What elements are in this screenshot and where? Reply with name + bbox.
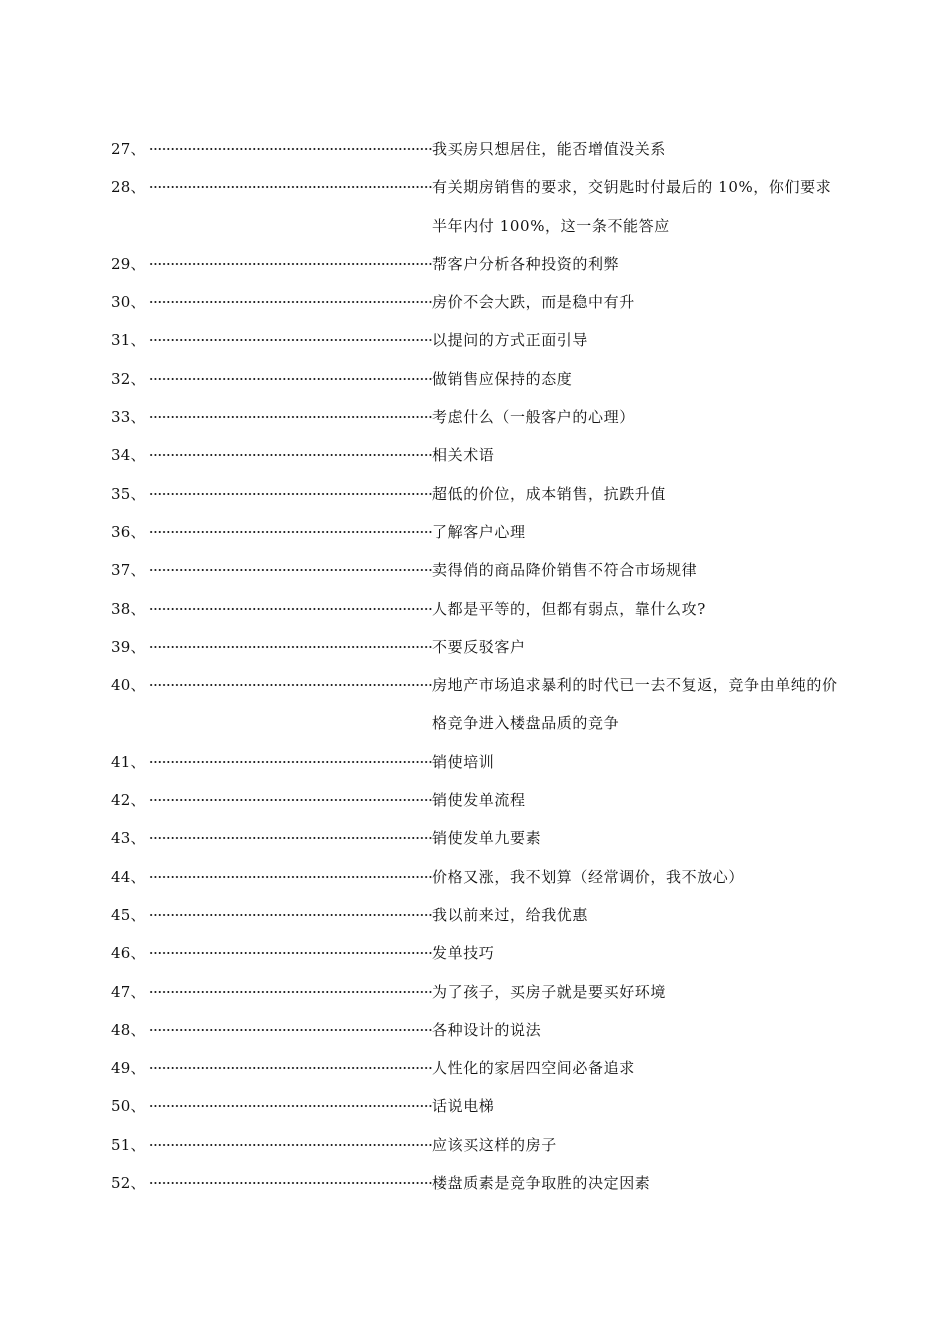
toc-entry-title: 以提问的方式正面引导	[432, 331, 589, 350]
toc-entry	[111, 245, 841, 283]
toc-entry-title: 相关术语	[432, 446, 495, 465]
dot-leader	[148, 1049, 432, 1087]
dot-leader	[148, 1087, 432, 1125]
toc-entry-number: 41、	[111, 752, 146, 771]
dot-leader	[148, 551, 432, 589]
toc-entry-number: 33、	[111, 408, 146, 427]
toc-entry-title: 应该买这样的房子	[432, 1135, 557, 1154]
toc-entry-number: 43、	[111, 829, 146, 848]
dot-leader	[148, 628, 432, 666]
toc-entry-number: 42、	[111, 791, 146, 810]
toc-entry-number: 49、	[111, 1059, 146, 1078]
toc-entry-title: 价格又涨，我不划算（经常调价，我不放心）	[432, 867, 745, 886]
toc-entry-number: 28、	[111, 178, 146, 197]
dot-leader	[148, 130, 432, 168]
toc-entry-title: 有关期房销售的要求，交钥匙时付最后的 10%，你们要求半年内付 100%，这一条不能答应	[432, 178, 832, 235]
toc-entry	[111, 513, 841, 551]
toc-entry-title: 楼盘质素是竞争取胜的决定因素	[432, 1174, 651, 1193]
toc-entry-number: 50、	[111, 1097, 146, 1116]
toc-entry	[111, 1087, 841, 1125]
toc-entry-title: 人都是平等的，但都有弱点，靠什么攻?	[432, 599, 706, 618]
toc-entry	[111, 130, 841, 168]
toc-entry	[111, 628, 841, 666]
toc-entry	[111, 1164, 841, 1202]
toc-entry-title: 各种设计的说法	[432, 1020, 542, 1039]
toc-entry-number: 45、	[111, 905, 146, 924]
toc-entry	[111, 283, 841, 321]
toc-entry-title: 帮客户分析各种投资的利弊	[432, 254, 620, 273]
dot-leader	[148, 973, 432, 1011]
toc-entry-title: 不要反驳客户	[432, 637, 526, 656]
dot-leader	[148, 781, 432, 819]
toc-entry-number: 52、	[111, 1174, 146, 1193]
toc-entry-number: 35、	[111, 484, 146, 503]
toc-entry-title: 考虑什么（一般客户的心理）	[432, 408, 635, 427]
dot-leader	[148, 168, 432, 206]
table-of-contents	[111, 130, 841, 1202]
toc-entry	[111, 973, 841, 1011]
toc-entry-number: 39、	[111, 637, 146, 656]
toc-entry-title: 我买房只想居住，能否增值没关系	[432, 140, 667, 158]
toc-entry-title: 超低的价位，成本销售，抗跌升值	[432, 484, 667, 503]
toc-entry	[111, 819, 841, 857]
toc-entry-number: 51、	[111, 1135, 146, 1154]
toc-entry-number: 31、	[111, 331, 146, 350]
dot-leader	[148, 321, 432, 359]
toc-entry	[111, 781, 841, 819]
toc-entry-number: 36、	[111, 522, 146, 541]
toc-entry-number: 44、	[111, 867, 146, 886]
toc-entry-title: 房价不会大跌，而是稳中有升	[432, 293, 635, 312]
toc-entry-number: 48、	[111, 1020, 146, 1039]
dot-leader	[148, 360, 432, 398]
dot-leader	[148, 858, 432, 896]
toc-entry-number: 46、	[111, 944, 146, 963]
toc-entry	[111, 743, 841, 781]
dot-leader	[148, 666, 432, 704]
toc-entry	[111, 858, 841, 896]
dot-leader	[148, 1164, 432, 1202]
toc-entry-number: 37、	[111, 561, 146, 580]
dot-leader	[148, 743, 432, 781]
toc-entry	[111, 896, 841, 934]
toc-entry-title: 销使培训	[432, 752, 495, 771]
dot-leader	[148, 436, 432, 474]
dot-leader	[148, 1011, 432, 1049]
toc-entry-number: 30、	[111, 293, 146, 312]
toc-entry-title: 发单技巧	[432, 944, 495, 963]
toc-entry-title: 销使发单流程	[432, 791, 526, 810]
toc-entry-title: 为了孩子，买房子就是要买好环境	[432, 982, 667, 1001]
toc-entry	[111, 360, 841, 398]
dot-leader	[148, 934, 432, 972]
toc-entry-number: 32、	[111, 369, 146, 388]
toc-entry	[111, 1049, 841, 1087]
toc-entry	[111, 1126, 841, 1164]
toc-entry-number: 29、	[111, 254, 146, 273]
toc-entry	[111, 1011, 841, 1049]
toc-entry-title: 话说电梯	[432, 1097, 495, 1116]
dot-leader	[148, 283, 432, 321]
toc-entry	[111, 168, 841, 245]
toc-entry-number: 47、	[111, 982, 146, 1001]
dot-leader	[148, 475, 432, 513]
toc-entry	[111, 590, 841, 628]
dot-leader	[148, 590, 432, 628]
dot-leader	[148, 245, 432, 283]
toc-entry-title: 做销售应保持的态度	[432, 369, 573, 388]
dot-leader	[148, 1126, 432, 1164]
toc-entry-title: 卖得俏的商品降价销售不符合市场规律	[432, 561, 698, 580]
toc-entry	[111, 436, 841, 474]
toc-entry	[111, 321, 841, 359]
dot-leader	[148, 398, 432, 436]
toc-entry-number: 38、	[111, 599, 146, 618]
toc-entry-number: 40、	[111, 676, 146, 695]
toc-entry-title: 我以前来过，给我优惠	[432, 905, 589, 924]
dot-leader	[148, 513, 432, 551]
dot-leader	[148, 819, 432, 857]
toc-entry	[111, 934, 841, 972]
toc-entry-number: 27、	[111, 140, 146, 158]
toc-entry-title: 销使发单九要素	[432, 829, 542, 848]
dot-leader	[148, 896, 432, 934]
toc-entry-number: 34、	[111, 446, 146, 465]
toc-entry	[111, 666, 841, 743]
toc-entry	[111, 398, 841, 436]
toc-entry-title: 人性化的家居四空间必备追求	[432, 1059, 635, 1078]
toc-entry-title: 房地产市场追求暴利的时代已一去不复返，竞争由单纯的价格竞争进入楼盘品质的竞争	[432, 676, 838, 733]
toc-entry	[111, 551, 841, 589]
toc-entry	[111, 475, 841, 513]
toc-entry-title: 了解客户心理	[432, 522, 526, 541]
